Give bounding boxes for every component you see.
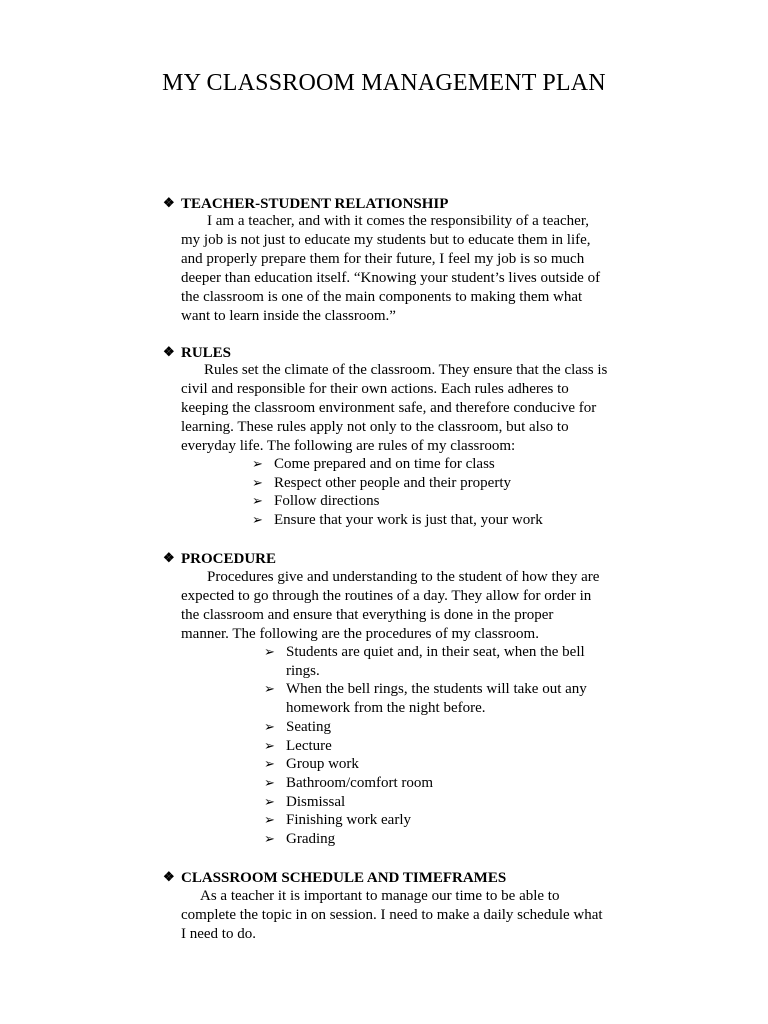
arrow-bullet-icon: ➢ xyxy=(252,493,263,509)
list-item xyxy=(252,455,543,474)
paragraph-line: Rules set the climate of the classroom. They ensure that the class is xyxy=(204,362,608,378)
list-item-text: Finishing work early xyxy=(286,812,411,829)
list-item-text: Lecture xyxy=(286,737,332,754)
arrow-bullet-icon: ➢ xyxy=(264,831,275,847)
list-item-text: Group work xyxy=(286,756,359,773)
section-heading-text: PROCEDURE xyxy=(181,551,277,567)
list-item xyxy=(264,737,587,756)
list-item-text: Grading xyxy=(286,831,336,848)
section-paragraph xyxy=(181,568,681,644)
paragraph-line: the classroom and ensure that everything is done in the proper xyxy=(181,607,554,623)
document-title: MY CLASSROOM MANAGEMENT PLAN xyxy=(162,70,606,96)
list-item xyxy=(264,643,587,662)
list-item xyxy=(264,811,587,830)
section-paragraph xyxy=(181,212,681,326)
section-heading xyxy=(163,548,276,569)
list-item xyxy=(252,474,543,493)
arrow-bullet-icon: ➢ xyxy=(264,756,275,772)
paragraph-line: manner. The following are the procedures of my classroom. xyxy=(181,626,539,642)
list-item xyxy=(264,774,587,793)
arrow-bullet-icon: ➢ xyxy=(264,774,275,790)
list-item xyxy=(252,492,543,511)
section-heading-text: CLASSROOM SCHEDULE AND TIMEFRAMES xyxy=(181,870,507,886)
paragraph-line: Procedures give and understanding to the student of how they are xyxy=(207,569,600,585)
paragraph-line: the classroom is one of the main components to making them what xyxy=(181,289,583,305)
list-item xyxy=(252,511,543,530)
section-paragraph xyxy=(181,361,681,456)
list-item xyxy=(264,718,587,737)
diamond-bullet-icon: ❖ xyxy=(163,869,175,884)
paragraph-line: keeping the classroom environment safe, and therefore conducive for xyxy=(181,400,597,416)
section-paragraph xyxy=(181,887,681,944)
arrow-bullet-icon: ➢ xyxy=(264,812,275,828)
paragraph-line: expected to go through the routines of a day. They allow for order in xyxy=(181,588,592,604)
procedure-list xyxy=(264,643,587,849)
list-item-continuation xyxy=(286,662,587,681)
paragraph-line: civil and responsible for their own actions. Each rules adheres to xyxy=(181,381,569,397)
arrow-bullet-icon: ➢ xyxy=(264,644,275,659)
arrow-bullet-icon: ➢ xyxy=(264,681,275,697)
list-item-text: homework from the night before. xyxy=(286,700,486,717)
section-heading xyxy=(163,867,506,888)
list-item-text: Bathroom/comfort room xyxy=(286,774,434,791)
diamond-bullet-icon: ❖ xyxy=(163,195,175,210)
paragraph-line: want to learn inside the classroom.” xyxy=(181,308,396,324)
paragraph-line: I am a teacher, and with it comes the responsibility of a teacher, xyxy=(207,213,589,229)
list-item-text: Students are quiet and, in their seat, when the bell xyxy=(286,644,585,660)
section-heading xyxy=(163,193,448,214)
list-item xyxy=(264,755,587,774)
diamond-bullet-icon: ❖ xyxy=(163,344,175,359)
list-item-text: Seating xyxy=(286,718,331,735)
section-heading xyxy=(163,342,231,363)
list-item-text: rings. xyxy=(286,662,320,679)
list-item-text: When the bell rings, the students will take out any xyxy=(286,681,587,698)
paragraph-line: learning. These rules apply not only to the classroom, but also to xyxy=(181,419,569,435)
paragraph-line: complete the topic in on session. I need to make a daily schedule what xyxy=(181,907,603,923)
list-item-text: Follow directions xyxy=(274,493,380,510)
paragraph-line: and properly prepare them for their future, I feel my job is so much xyxy=(181,251,585,267)
paragraph-line: my job is not just to educate my students but to educate them in life, xyxy=(181,232,591,248)
arrow-bullet-icon: ➢ xyxy=(264,718,275,734)
paragraph-line: I need to do. xyxy=(181,926,256,942)
list-item xyxy=(264,680,587,699)
section-heading-text: RULES xyxy=(181,345,232,361)
section-heading-text: TEACHER-STUDENT RELATIONSHIP xyxy=(181,196,449,212)
list-item-text: Dismissal xyxy=(286,793,346,810)
arrow-bullet-icon: ➢ xyxy=(264,737,275,753)
arrow-bullet-icon: ➢ xyxy=(252,456,263,471)
rules-list xyxy=(252,455,543,530)
list-item-continuation xyxy=(286,699,587,718)
arrow-bullet-icon: ➢ xyxy=(252,512,263,528)
arrow-bullet-icon: ➢ xyxy=(252,474,263,490)
diamond-bullet-icon: ❖ xyxy=(163,550,175,565)
list-item-text: Ensure that your work is just that, your work xyxy=(274,512,543,529)
paragraph-line: As a teacher it is important to manage our time to be able to xyxy=(200,888,560,904)
paragraph-line: deeper than education itself. “Knowing your student’s lives outside of xyxy=(181,270,601,286)
arrow-bullet-icon: ➢ xyxy=(264,793,275,809)
list-item xyxy=(264,830,587,849)
list-item xyxy=(264,793,587,812)
list-item-text: Respect other people and their property xyxy=(274,474,511,491)
list-item-text: Come prepared and on time for class xyxy=(274,456,495,472)
paragraph-line: everyday life. The following are rules of my classroom: xyxy=(181,438,516,454)
